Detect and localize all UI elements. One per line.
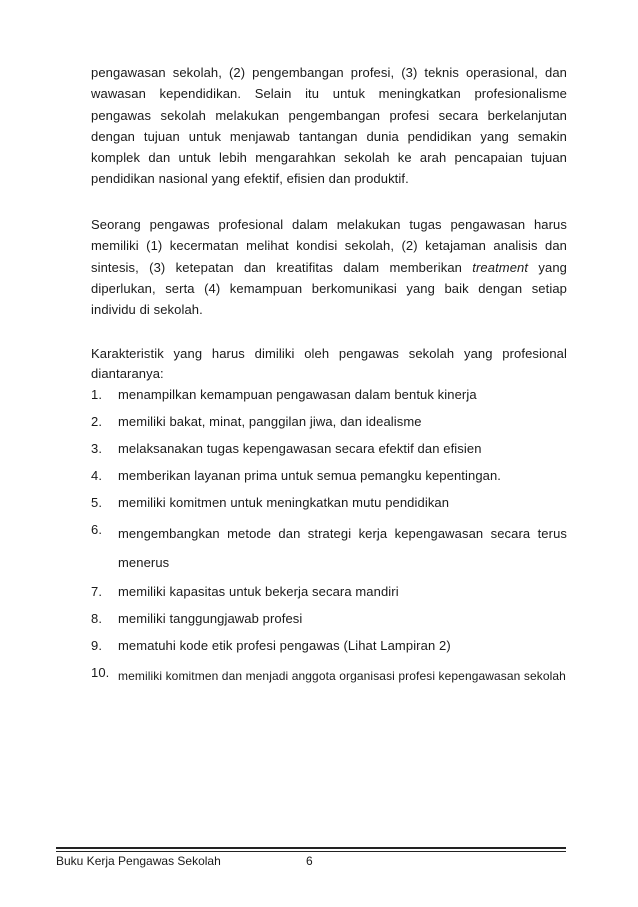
list-item-text: memiliki kapasitas untuk bekerja secara mandiri <box>118 584 399 599</box>
paragraph-characteristics-intro-text: Karakteristik yang harus dimiliki oleh pengawas sekolah yang profesional diantaranya: <box>91 346 567 381</box>
paragraph-competencies-text: pengawasan sekolah, (2) pengembangan profesi, (3) teknis operasional, dan wawasan kependidikan. Selain itu untuk meningkatkan profesionalisme pengawas sekolah melakukan pengembangan profesi secara berkelanjutan dengan tujuan untuk menjawab tantangan dunia pendidikan yang semakin komplek dan untuk lebih mengarahkan sekolah ke arah pencapaian tujuan pendidikan nasional yang efektif, efisien dan produktif. <box>91 65 567 187</box>
list-item <box>91 662 567 691</box>
list-item <box>91 519 567 577</box>
list-item-number: 1. <box>91 387 103 402</box>
italic-term-treatment: treatment <box>472 259 529 275</box>
characteristics-list <box>91 384 567 691</box>
list-item-number: 9. <box>91 638 103 653</box>
list-item-number: 2. <box>91 414 103 429</box>
list-item-text: memiliki bakat, minat, panggilan jiwa, dan idealisme <box>118 414 422 429</box>
footer-book-title: Buku Kerja Pengawas Sekolah <box>56 854 221 868</box>
list-item <box>91 492 567 513</box>
list-item-text: mematuhi kode etik profesi pengawas (Lihat Lampiran 2) <box>118 638 451 653</box>
list-item-text: memiliki komitmen dan menjadi anggota organisasi profesi kepengawasan sekolah <box>118 669 566 683</box>
list-item-text: mengembangkan metode dan strategi kerja kepengawasan secara terus menerus <box>118 526 567 570</box>
list-item <box>91 608 567 629</box>
paragraph-text-part-1: Seorang pengawas profesional dalam melakukan tugas pengawasan harus memiliki (1) kecermatan melihat kondisi sekolah, (2) ketajaman analisis dan sintesis, (3) ketepatan dan kreatifitas dalam memberikan <box>91 217 567 275</box>
list-item <box>91 411 567 432</box>
list-item <box>91 635 567 656</box>
list-item-number: 6. <box>91 522 103 537</box>
list-item-text: melaksanakan tugas kepengawasan secara efektif dan efisien <box>118 441 482 456</box>
list-item-number: 3. <box>91 441 103 456</box>
list-item-text: memiliki komitmen untuk meningkatkan mutu pendidikan <box>118 495 450 510</box>
paragraph-competencies <box>91 62 567 190</box>
list-item-number: 10. <box>91 665 110 680</box>
paragraph-text-part-2: yang diperlukan, serta (4) kemampuan berkomunikasi yang baik dengan setiap individu di sekolah. <box>91 259 567 318</box>
list-item-text: memberikan layanan prima untuk semua pemangku kepentingan. <box>118 468 502 483</box>
list-item-number: 7. <box>91 584 103 599</box>
list-item <box>91 581 567 602</box>
list-item-number: 4. <box>91 468 103 483</box>
list-item <box>91 384 567 405</box>
list-item-text: memiliki tanggungjawab profesi <box>118 611 303 626</box>
paragraph-professional-supervisor <box>91 214 567 320</box>
list-item-number: 5. <box>91 495 103 510</box>
footer-page-number: 6 <box>306 854 313 868</box>
footer-divider-thick <box>56 847 566 849</box>
list-item <box>91 465 567 486</box>
footer-divider-thin <box>56 851 566 852</box>
list-item <box>91 438 567 459</box>
paragraph-characteristics-intro <box>91 344 567 384</box>
paragraph-professional-supervisor-text <box>91 214 567 320</box>
list-item-number: 8. <box>91 611 103 626</box>
list-item-text: menampilkan kemampuan pengawasan dalam bentuk kinerja <box>118 387 477 402</box>
